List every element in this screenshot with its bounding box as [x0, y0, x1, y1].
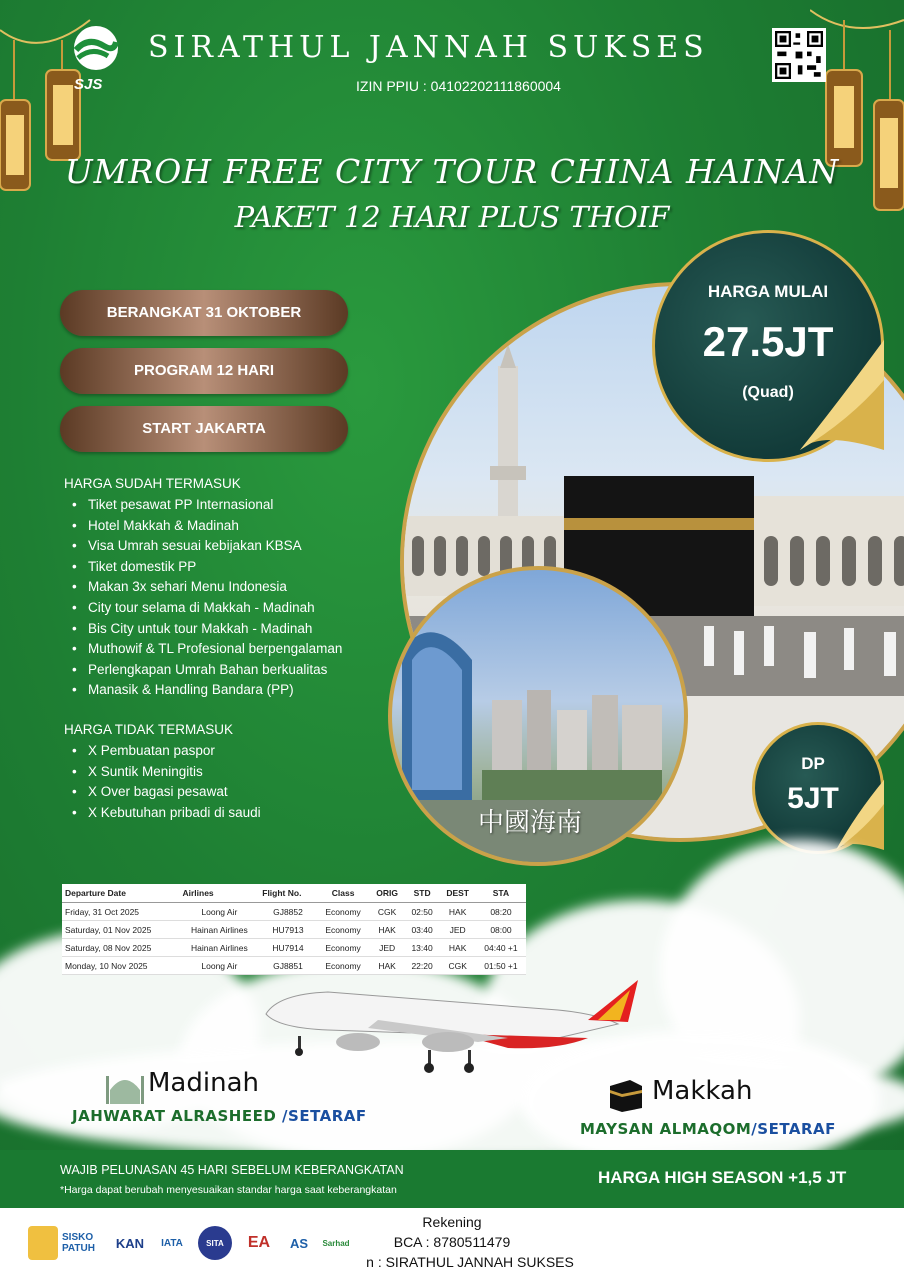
table-cell: Hainan Airlines — [179, 939, 259, 957]
table-cell: HAK — [369, 957, 404, 975]
table-header-row — [62, 884, 526, 903]
table-cell: GJ8851 — [259, 957, 316, 975]
list-item: • Manasik & Handling Bandara (PP) — [72, 680, 342, 701]
partner-logo-iata: IATA — [161, 1237, 183, 1249]
hainan-caption: 中國海南 — [478, 808, 583, 838]
payment-deadline: WAJIB PELUNASAN 45 HARI SEBELUM KEBERANGKATAN — [60, 1163, 404, 1177]
partner-logo-sisko: SISKO PATUH — [62, 1232, 95, 1254]
list-item: • Visa Umrah sesuai kebijakan KBSA — [72, 536, 342, 557]
list-item: • Makan 3x sehari Menu Indonesia — [72, 577, 342, 598]
mosque-icon — [104, 1066, 146, 1106]
dp-label: DP — [801, 754, 825, 773]
table-row — [62, 957, 526, 975]
table-cell: Saturday, 08 Nov 2025 — [62, 939, 179, 957]
partner-logo-sita: SITA — [198, 1226, 232, 1260]
column-header: Airlines — [179, 884, 259, 903]
partner-logo-sarhad: Sarhad — [322, 1238, 350, 1248]
bank-title: Rekening — [422, 1214, 482, 1230]
makkah-hotel-name: MAYSAN ALMAQOM — [580, 1120, 752, 1138]
table-row — [62, 903, 526, 921]
table-cell: Economy — [317, 957, 370, 975]
column-header: Departure Date — [62, 884, 179, 903]
price-value: 27.5JT — [702, 318, 834, 365]
qr-code-icon[interactable] — [772, 28, 826, 82]
table-cell: Saturday, 01 Nov 2025 — [62, 921, 179, 939]
airplane-icon — [258, 980, 648, 1080]
table-cell: CGK — [369, 903, 404, 921]
column-header: STA — [476, 884, 526, 903]
table-cell: Economy — [317, 939, 370, 957]
table-cell: JED — [369, 939, 404, 957]
table-cell: HAK — [439, 939, 475, 957]
column-header: ORIG — [369, 884, 404, 903]
list-item: • Bis City untuk tour Makkah - Madinah — [72, 619, 342, 640]
list-item: • X Kebutuhan pribadi di saudi — [72, 803, 261, 824]
pill-program: PROGRAM 12 HARI — [60, 348, 348, 394]
flight-schedule-table — [62, 884, 526, 975]
madinah-hotel — [72, 1107, 367, 1125]
partner-logo-as: AS — [289, 1235, 309, 1251]
table-cell: JED — [439, 921, 475, 939]
brand-name: SIRATHUL JANNAH SUKSES — [148, 30, 709, 65]
list-item: • Muthowif & TL Profesional berpengalaman — [72, 639, 342, 660]
madinah-city: Madinah — [148, 1068, 259, 1098]
makkah-hotel — [580, 1120, 836, 1138]
table-cell: HU7913 — [259, 921, 316, 939]
table-cell: HU7914 — [259, 939, 316, 957]
pill-departure: BERANGKAT 31 OKTOBER — [60, 290, 348, 336]
title-line-2: PAKET 12 HARI PLUS THOIF — [234, 200, 670, 234]
madinah-hotel-name: JAHWARAT ALRASHEED — [72, 1107, 277, 1125]
table-cell: 01:50 +1 — [476, 957, 526, 975]
list-item: • X Pembuatan paspor — [72, 741, 261, 762]
column-header: Flight No. — [259, 884, 316, 903]
list-item: • X Suntik Meningitis — [72, 762, 261, 783]
list-item: • Tiket domestik PP — [72, 557, 342, 578]
excluded-heading: HARGA TIDAK TERMASUK — [64, 722, 234, 737]
table-cell: 02:50 — [405, 903, 440, 921]
table-cell: 08:00 — [476, 921, 526, 939]
included-heading: HARGA SUDAH TERMASUK — [64, 476, 241, 491]
table-cell: Hainan Airlines — [179, 921, 259, 939]
price-label: HARGA MULAI — [707, 282, 829, 301]
price-disclaimer: *Harga dapat berubah menyesuaikan standar harga saat keberangkatan — [60, 1184, 397, 1196]
kaaba-icon — [606, 1076, 644, 1112]
table-cell: Loong Air — [179, 903, 259, 921]
price-note: (Quad) — [742, 384, 794, 401]
dp-value: 5JT — [787, 782, 839, 815]
table-cell: Loong Air — [179, 957, 259, 975]
table-cell: HAK — [369, 921, 404, 939]
bank-account-holder: n : SIRATHUL JANNAH SUKSES — [366, 1254, 574, 1270]
table-row — [62, 939, 526, 957]
table-cell: 08:20 — [476, 903, 526, 921]
logo-text: SJS — [74, 76, 103, 93]
table-cell: 22:20 — [405, 957, 440, 975]
list-item: • Hotel Makkah & Madinah — [72, 516, 342, 537]
list-item: • City tour selama di Makkah - Madinah — [72, 598, 342, 619]
madinah-hotel-equiv: /SETARAF — [282, 1107, 367, 1125]
table-row — [62, 921, 526, 939]
partner-logo-kan: KAN — [115, 1235, 145, 1251]
high-season-note: HARGA HIGH SEASON +1,5 JT — [598, 1168, 847, 1187]
partner-logo-ea: EA — [247, 1234, 271, 1251]
table-cell: GJ8852 — [259, 903, 316, 921]
column-header: STD — [405, 884, 440, 903]
list-item: • X Over bagasi pesawat — [72, 782, 261, 803]
column-header: Class — [317, 884, 370, 903]
table-cell: CGK — [439, 957, 475, 975]
table-cell: 04:40 +1 — [476, 939, 526, 957]
table-cell: Economy — [317, 903, 370, 921]
table-cell: 13:40 — [405, 939, 440, 957]
pill-start: START JAKARTA — [60, 406, 348, 452]
list-item: • Tiket pesawat PP Internasional — [72, 495, 342, 516]
makkah-hotel-equiv: /SETARAF — [751, 1120, 836, 1138]
makkah-city: Makkah — [652, 1076, 753, 1106]
excluded-list — [72, 741, 261, 823]
column-header: DEST — [439, 884, 475, 903]
title-line-1: UMROH FREE CITY TOUR CHINA HAINAN — [64, 152, 840, 191]
table-cell: Economy — [317, 921, 370, 939]
included-list — [72, 495, 342, 701]
license-number: IZIN PPIU : 04102202111860004 — [356, 78, 561, 94]
list-item: • Perlengkapan Umrah Bahan berkualitas — [72, 660, 342, 681]
table-cell: HAK — [439, 903, 475, 921]
table-cell: Friday, 31 Oct 2025 — [62, 903, 179, 921]
table-cell: 03:40 — [405, 921, 440, 939]
bank-account-number: BCA : 8780511479 — [393, 1234, 511, 1250]
table-cell: Monday, 10 Nov 2025 — [62, 957, 179, 975]
